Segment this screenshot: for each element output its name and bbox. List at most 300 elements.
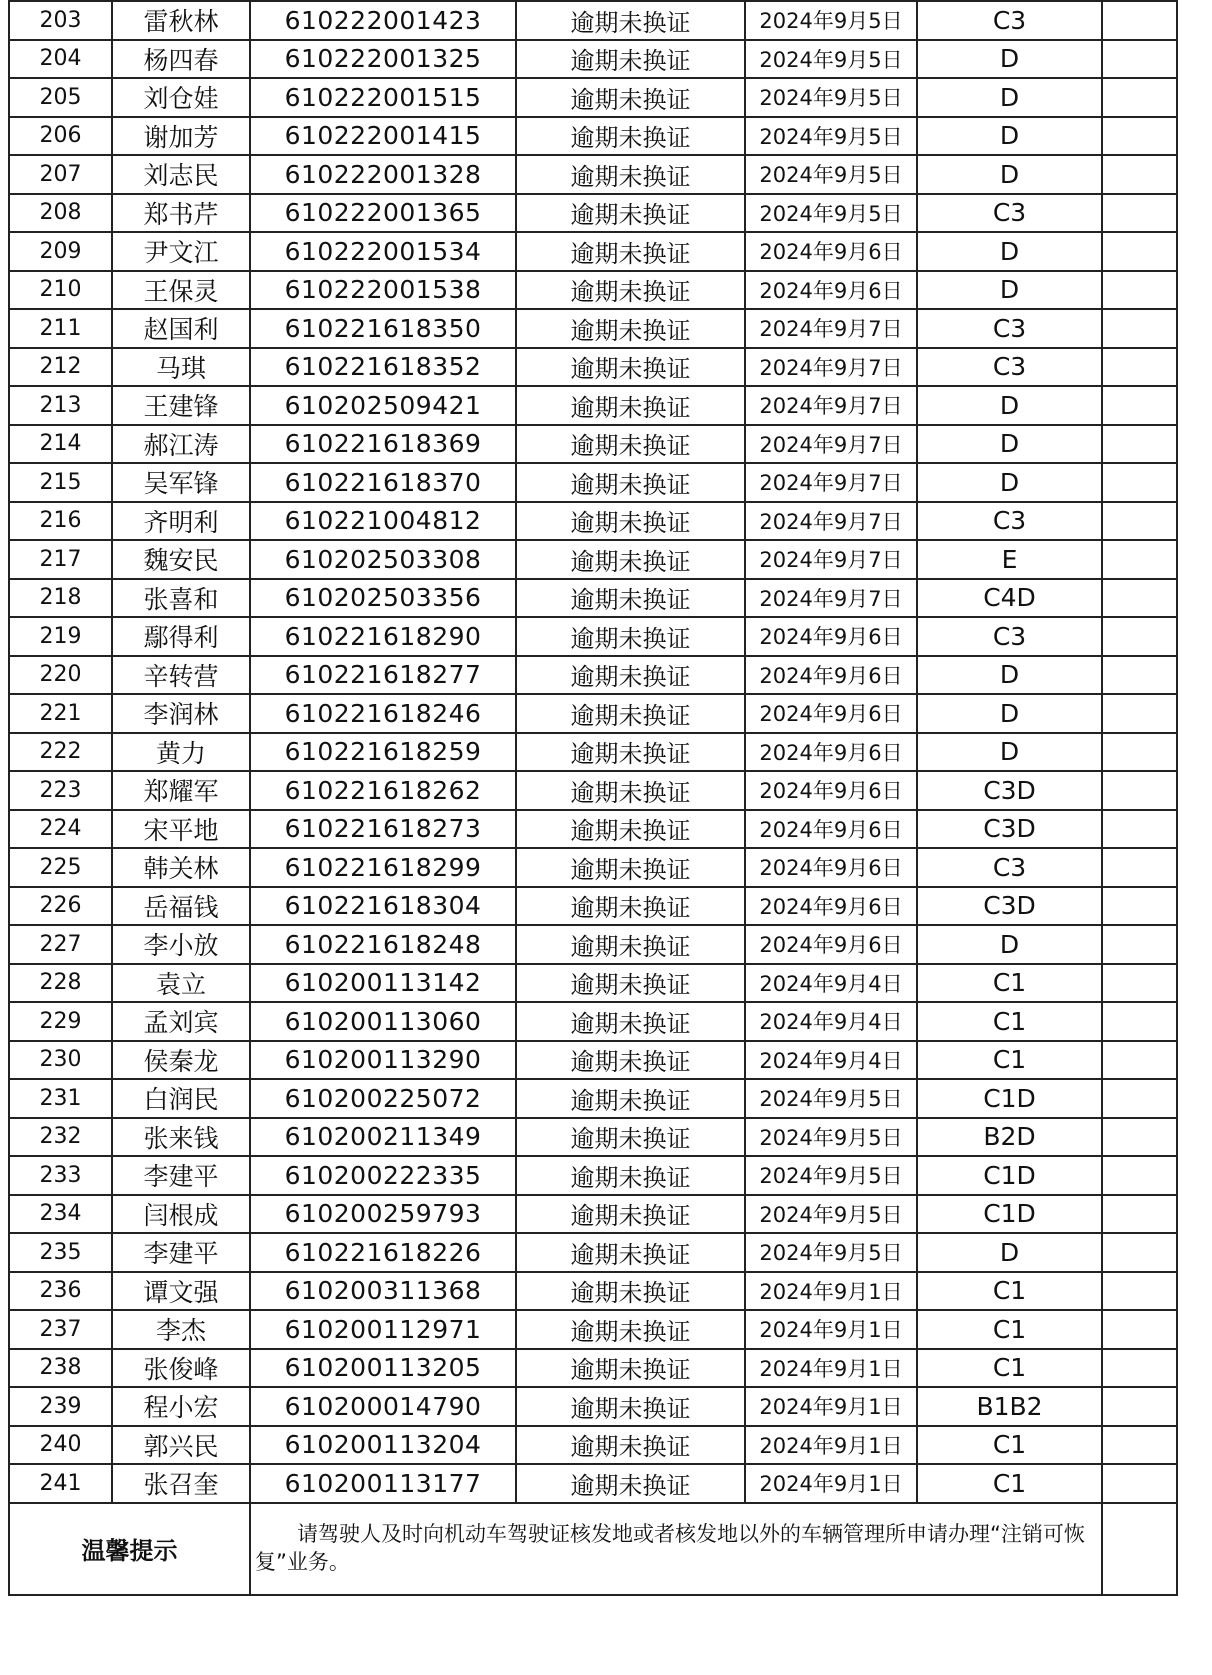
license-class-cell: D — [917, 117, 1102, 156]
row-number-cell: 224 — [9, 810, 112, 849]
license-id-cell: 610221618262 — [250, 771, 516, 810]
table-row — [9, 1349, 1177, 1388]
status-cell: 逾期未换证 — [516, 771, 745, 810]
date-cell: 2024年9月6日 — [745, 733, 917, 772]
table-row — [9, 733, 1177, 772]
date-cell: 2024年9月5日 — [745, 78, 917, 117]
date-cell: 2024年9月6日 — [745, 694, 917, 733]
driver-name-cell: 吴军锋 — [112, 463, 250, 502]
empty-cell — [1102, 925, 1177, 964]
status-cell: 逾期未换证 — [516, 194, 745, 233]
row-number-cell: 214 — [9, 425, 112, 464]
status-cell: 逾期未换证 — [516, 1387, 745, 1426]
empty-cell — [1102, 887, 1177, 926]
empty-cell — [1102, 1272, 1177, 1311]
table-row — [9, 232, 1177, 271]
date-cell: 2024年9月5日 — [745, 117, 917, 156]
date-cell: 2024年9月1日 — [745, 1310, 917, 1349]
table-row — [9, 617, 1177, 656]
license-id-cell: 610221618246 — [250, 694, 516, 733]
empty-cell — [1102, 848, 1177, 887]
table-row — [9, 425, 1177, 464]
license-class-cell: C3 — [917, 502, 1102, 541]
table-row — [9, 1156, 1177, 1195]
table-row — [9, 271, 1177, 310]
license-class-cell: C3D — [917, 771, 1102, 810]
license-class-cell: D — [917, 656, 1102, 695]
license-table-sheet — [8, 0, 1178, 1596]
driver-name-cell: 刘志民 — [112, 155, 250, 194]
license-id-cell: 610221618304 — [250, 887, 516, 926]
date-cell: 2024年9月6日 — [745, 925, 917, 964]
empty-cell — [1102, 810, 1177, 849]
table-row — [9, 1310, 1177, 1349]
empty-cell — [1102, 1387, 1177, 1426]
license-class-cell: D — [917, 232, 1102, 271]
empty-cell — [1102, 694, 1177, 733]
license-class-cell: D — [917, 386, 1102, 425]
row-number-cell: 233 — [9, 1156, 112, 1195]
license-id-cell: 610200222335 — [250, 1156, 516, 1195]
table-row — [9, 540, 1177, 579]
empty-cell — [1102, 1310, 1177, 1349]
driver-name-cell: 张俊峰 — [112, 1349, 250, 1388]
license-id-cell: 610200211349 — [250, 1118, 516, 1157]
license-id-cell: 610222001365 — [250, 194, 516, 233]
license-id-cell: 610221618369 — [250, 425, 516, 464]
driver-name-cell: 韩关林 — [112, 848, 250, 887]
empty-cell — [1102, 656, 1177, 695]
driver-name-cell: 孟刘宾 — [112, 1002, 250, 1041]
table-body — [9, 1, 1177, 1503]
license-class-cell: C3D — [917, 887, 1102, 926]
license-id-cell: 610200311368 — [250, 1272, 516, 1311]
table-row — [9, 194, 1177, 233]
date-cell: 2024年9月6日 — [745, 848, 917, 887]
driver-name-cell: 李建平 — [112, 1233, 250, 1272]
row-number-cell: 217 — [9, 540, 112, 579]
status-cell: 逾期未换证 — [516, 309, 745, 348]
license-table — [8, 0, 1178, 1596]
status-cell: 逾期未换证 — [516, 1464, 745, 1503]
date-cell: 2024年9月6日 — [745, 656, 917, 695]
empty-cell — [1102, 386, 1177, 425]
empty-cell — [1102, 502, 1177, 541]
empty-cell — [1102, 1002, 1177, 1041]
empty-cell — [1102, 271, 1177, 310]
table-row — [9, 810, 1177, 849]
status-cell: 逾期未换证 — [516, 78, 745, 117]
driver-name-cell: 王建锋 — [112, 386, 250, 425]
license-class-cell: C1 — [917, 1464, 1102, 1503]
driver-name-cell: 李润林 — [112, 694, 250, 733]
date-cell: 2024年9月1日 — [745, 1349, 917, 1388]
status-cell: 逾期未换证 — [516, 579, 745, 618]
empty-cell — [1102, 733, 1177, 772]
license-class-cell: C3 — [917, 309, 1102, 348]
row-number-cell: 230 — [9, 1041, 112, 1080]
license-class-cell: C4D — [917, 579, 1102, 618]
driver-name-cell: 雷秋林 — [112, 1, 250, 40]
date-cell: 2024年9月6日 — [745, 810, 917, 849]
table-row — [9, 656, 1177, 695]
driver-name-cell: 袁立 — [112, 964, 250, 1003]
status-cell: 逾期未换证 — [516, 1310, 745, 1349]
driver-name-cell: 谭文强 — [112, 1272, 250, 1311]
license-id-cell: 610221618273 — [250, 810, 516, 849]
empty-cell — [1102, 771, 1177, 810]
license-id-cell: 610221618259 — [250, 733, 516, 772]
license-id-cell: 610200113204 — [250, 1426, 516, 1465]
driver-name-cell: 马琪 — [112, 348, 250, 387]
license-id-cell: 610221618370 — [250, 463, 516, 502]
driver-name-cell: 齐明利 — [112, 502, 250, 541]
date-cell: 2024年9月5日 — [745, 1118, 917, 1157]
empty-cell — [1102, 1, 1177, 40]
row-number-cell: 239 — [9, 1387, 112, 1426]
table-row — [9, 1002, 1177, 1041]
date-cell: 2024年9月7日 — [745, 425, 917, 464]
license-class-cell: C3 — [917, 1, 1102, 40]
row-number-cell: 215 — [9, 463, 112, 502]
row-number-cell: 209 — [9, 232, 112, 271]
date-cell: 2024年9月1日 — [745, 1464, 917, 1503]
row-number-cell: 211 — [9, 309, 112, 348]
row-number-cell: 218 — [9, 579, 112, 618]
driver-name-cell: 王保灵 — [112, 271, 250, 310]
driver-name-cell: 李建平 — [112, 1156, 250, 1195]
driver-name-cell: 张来钱 — [112, 1118, 250, 1157]
license-class-cell: C3 — [917, 348, 1102, 387]
license-class-cell: B1B2 — [917, 1387, 1102, 1426]
license-id-cell: 610221618350 — [250, 309, 516, 348]
row-number-cell: 221 — [9, 694, 112, 733]
driver-name-cell: 郝江涛 — [112, 425, 250, 464]
driver-name-cell: 程小宏 — [112, 1387, 250, 1426]
license-class-cell: D — [917, 155, 1102, 194]
status-cell: 逾期未换证 — [516, 117, 745, 156]
status-cell: 逾期未换证 — [516, 1195, 745, 1234]
status-cell: 逾期未换证 — [516, 925, 745, 964]
date-cell: 2024年9月5日 — [745, 1079, 917, 1118]
license-class-cell: C1 — [917, 1426, 1102, 1465]
row-number-cell: 229 — [9, 1002, 112, 1041]
license-id-cell: 610222001538 — [250, 271, 516, 310]
status-cell: 逾期未换证 — [516, 1233, 745, 1272]
license-class-cell: D — [917, 271, 1102, 310]
status-cell: 逾期未换证 — [516, 1426, 745, 1465]
driver-name-cell: 李杰 — [112, 1310, 250, 1349]
row-number-cell: 212 — [9, 348, 112, 387]
status-cell: 逾期未换证 — [516, 1349, 745, 1388]
notice-row — [9, 1503, 1177, 1595]
license-id-cell: 610221618226 — [250, 1233, 516, 1272]
license-id-cell: 610221618352 — [250, 348, 516, 387]
row-number-cell: 207 — [9, 155, 112, 194]
driver-name-cell: 刘仓娃 — [112, 78, 250, 117]
date-cell: 2024年9月6日 — [745, 617, 917, 656]
license-class-cell: E — [917, 540, 1102, 579]
driver-name-cell: 李小放 — [112, 925, 250, 964]
table-row — [9, 1079, 1177, 1118]
license-id-cell: 610222001423 — [250, 1, 516, 40]
license-class-cell: C1 — [917, 1349, 1102, 1388]
empty-cell — [1102, 1041, 1177, 1080]
license-class-cell: D — [917, 425, 1102, 464]
driver-name-cell: 赵国利 — [112, 309, 250, 348]
date-cell: 2024年9月5日 — [745, 1, 917, 40]
row-number-cell: 236 — [9, 1272, 112, 1311]
driver-name-cell: 白润民 — [112, 1079, 250, 1118]
empty-cell — [1102, 1464, 1177, 1503]
driver-name-cell: 尹文江 — [112, 232, 250, 271]
table-row — [9, 1387, 1177, 1426]
license-id-cell: 610202509421 — [250, 386, 516, 425]
status-cell: 逾期未换证 — [516, 848, 745, 887]
license-class-cell: C1 — [917, 1002, 1102, 1041]
license-id-cell: 610200113060 — [250, 1002, 516, 1041]
row-number-cell: 223 — [9, 771, 112, 810]
table-row — [9, 309, 1177, 348]
license-class-cell: D — [917, 733, 1102, 772]
empty-cell — [1102, 1156, 1177, 1195]
status-cell: 逾期未换证 — [516, 386, 745, 425]
driver-name-cell: 岳福钱 — [112, 887, 250, 926]
license-class-cell: D — [917, 1233, 1102, 1272]
row-number-cell: 210 — [9, 271, 112, 310]
empty-cell — [1102, 579, 1177, 618]
row-number-cell: 228 — [9, 964, 112, 1003]
driver-name-cell: 郑书芹 — [112, 194, 250, 233]
driver-name-cell: 张召奎 — [112, 1464, 250, 1503]
date-cell: 2024年9月5日 — [745, 1233, 917, 1272]
row-number-cell: 232 — [9, 1118, 112, 1157]
row-number-cell: 234 — [9, 1195, 112, 1234]
license-id-cell: 610222001325 — [250, 40, 516, 79]
notice-empty-cell — [1102, 1503, 1177, 1595]
license-id-cell: 610222001534 — [250, 232, 516, 271]
row-number-cell: 220 — [9, 656, 112, 695]
license-class-cell: C1 — [917, 1310, 1102, 1349]
empty-cell — [1102, 1118, 1177, 1157]
driver-name-cell: 鄢得利 — [112, 617, 250, 656]
row-number-cell: 216 — [9, 502, 112, 541]
status-cell: 逾期未换证 — [516, 1041, 745, 1080]
date-cell: 2024年9月1日 — [745, 1426, 917, 1465]
empty-cell — [1102, 1079, 1177, 1118]
driver-name-cell: 黄力 — [112, 733, 250, 772]
driver-name-cell: 辛转营 — [112, 656, 250, 695]
table-row — [9, 1233, 1177, 1272]
date-cell: 2024年9月7日 — [745, 502, 917, 541]
status-cell: 逾期未换证 — [516, 40, 745, 79]
date-cell: 2024年9月1日 — [745, 1387, 917, 1426]
row-number-cell: 235 — [9, 1233, 112, 1272]
driver-name-cell: 张喜和 — [112, 579, 250, 618]
license-class-cell: C1D — [917, 1079, 1102, 1118]
table-row — [9, 1195, 1177, 1234]
date-cell: 2024年9月6日 — [745, 771, 917, 810]
empty-cell — [1102, 232, 1177, 271]
row-number-cell: 222 — [9, 733, 112, 772]
table-row — [9, 386, 1177, 425]
date-cell: 2024年9月7日 — [745, 309, 917, 348]
license-id-cell: 610200112971 — [250, 1310, 516, 1349]
notice-title: 温馨提示 — [9, 1503, 250, 1595]
status-cell: 逾期未换证 — [516, 1002, 745, 1041]
license-class-cell: C3 — [917, 194, 1102, 233]
license-id-cell: 610221618248 — [250, 925, 516, 964]
date-cell: 2024年9月5日 — [745, 155, 917, 194]
row-number-cell: 205 — [9, 78, 112, 117]
date-cell: 2024年9月4日 — [745, 964, 917, 1003]
empty-cell — [1102, 194, 1177, 233]
empty-cell — [1102, 540, 1177, 579]
status-cell: 逾期未换证 — [516, 348, 745, 387]
empty-cell — [1102, 425, 1177, 464]
license-id-cell: 610200113177 — [250, 1464, 516, 1503]
license-id-cell: 610200014790 — [250, 1387, 516, 1426]
license-class-cell: C1D — [917, 1156, 1102, 1195]
empty-cell — [1102, 155, 1177, 194]
license-id-cell: 610200259793 — [250, 1195, 516, 1234]
license-id-cell: 610221004812 — [250, 502, 516, 541]
license-id-cell: 610200113290 — [250, 1041, 516, 1080]
table-row — [9, 1426, 1177, 1465]
driver-name-cell: 杨四春 — [112, 40, 250, 79]
status-cell: 逾期未换证 — [516, 271, 745, 310]
date-cell: 2024年9月7日 — [745, 540, 917, 579]
status-cell: 逾期未换证 — [516, 656, 745, 695]
table-row — [9, 40, 1177, 79]
row-number-cell: 238 — [9, 1349, 112, 1388]
table-row — [9, 1041, 1177, 1080]
date-cell: 2024年9月4日 — [745, 1002, 917, 1041]
date-cell: 2024年9月7日 — [745, 579, 917, 618]
table-row — [9, 78, 1177, 117]
license-class-cell: D — [917, 463, 1102, 502]
license-id-cell: 610222001328 — [250, 155, 516, 194]
table-row — [9, 694, 1177, 733]
row-number-cell: 219 — [9, 617, 112, 656]
date-cell: 2024年9月1日 — [745, 1272, 917, 1311]
status-cell: 逾期未换证 — [516, 694, 745, 733]
license-id-cell: 610222001415 — [250, 117, 516, 156]
date-cell: 2024年9月4日 — [745, 1041, 917, 1080]
empty-cell — [1102, 1426, 1177, 1465]
table-row — [9, 155, 1177, 194]
license-class-cell: D — [917, 78, 1102, 117]
date-cell: 2024年9月7日 — [745, 386, 917, 425]
driver-name-cell: 闫根成 — [112, 1195, 250, 1234]
license-id-cell: 610222001515 — [250, 78, 516, 117]
license-class-cell: C1 — [917, 1272, 1102, 1311]
empty-cell — [1102, 617, 1177, 656]
empty-cell — [1102, 348, 1177, 387]
empty-cell — [1102, 964, 1177, 1003]
status-cell: 逾期未换证 — [516, 463, 745, 502]
table-row — [9, 117, 1177, 156]
date-cell: 2024年9月7日 — [745, 348, 917, 387]
row-number-cell: 225 — [9, 848, 112, 887]
status-cell: 逾期未换证 — [516, 1156, 745, 1195]
license-id-cell: 610221618299 — [250, 848, 516, 887]
empty-cell — [1102, 117, 1177, 156]
date-cell: 2024年9月5日 — [745, 1195, 917, 1234]
driver-name-cell: 魏安民 — [112, 540, 250, 579]
date-cell: 2024年9月6日 — [745, 887, 917, 926]
table-row — [9, 925, 1177, 964]
empty-cell — [1102, 309, 1177, 348]
table-row — [9, 1, 1177, 40]
empty-cell — [1102, 40, 1177, 79]
row-number-cell: 231 — [9, 1079, 112, 1118]
status-cell: 逾期未换证 — [516, 502, 745, 541]
status-cell: 逾期未换证 — [516, 540, 745, 579]
empty-cell — [1102, 1233, 1177, 1272]
date-cell: 2024年9月5日 — [745, 194, 917, 233]
row-number-cell: 213 — [9, 386, 112, 425]
license-id-cell: 610221618277 — [250, 656, 516, 695]
row-number-cell: 204 — [9, 40, 112, 79]
date-cell: 2024年9月5日 — [745, 1156, 917, 1195]
status-cell: 逾期未换证 — [516, 1272, 745, 1311]
license-id-cell: 610200113142 — [250, 964, 516, 1003]
empty-cell — [1102, 1195, 1177, 1234]
table-row — [9, 964, 1177, 1003]
license-class-cell: B2D — [917, 1118, 1102, 1157]
table-row — [9, 887, 1177, 926]
table-row — [9, 1272, 1177, 1311]
license-id-cell: 610202503356 — [250, 579, 516, 618]
driver-name-cell: 侯秦龙 — [112, 1041, 250, 1080]
row-number-cell: 208 — [9, 194, 112, 233]
status-cell: 逾期未换证 — [516, 617, 745, 656]
license-id-cell: 610200225072 — [250, 1079, 516, 1118]
license-id-cell: 610202503308 — [250, 540, 516, 579]
status-cell: 逾期未换证 — [516, 155, 745, 194]
date-cell: 2024年9月6日 — [745, 232, 917, 271]
date-cell: 2024年9月6日 — [745, 271, 917, 310]
date-cell: 2024年9月5日 — [745, 40, 917, 79]
table-row — [9, 771, 1177, 810]
row-number-cell: 241 — [9, 1464, 112, 1503]
empty-cell — [1102, 463, 1177, 502]
table-row — [9, 848, 1177, 887]
license-class-cell: C3D — [917, 810, 1102, 849]
license-class-cell: C1 — [917, 1041, 1102, 1080]
row-number-cell: 206 — [9, 117, 112, 156]
driver-name-cell: 宋平地 — [112, 810, 250, 849]
license-class-cell: D — [917, 925, 1102, 964]
empty-cell — [1102, 78, 1177, 117]
driver-name-cell: 郑耀军 — [112, 771, 250, 810]
driver-name-cell: 郭兴民 — [112, 1426, 250, 1465]
table-row — [9, 348, 1177, 387]
status-cell: 逾期未换证 — [516, 1, 745, 40]
license-class-cell: C1D — [917, 1195, 1102, 1234]
table-row — [9, 1118, 1177, 1157]
license-id-cell: 610221618290 — [250, 617, 516, 656]
row-number-cell: 227 — [9, 925, 112, 964]
status-cell: 逾期未换证 — [516, 232, 745, 271]
table-row — [9, 579, 1177, 618]
row-number-cell: 226 — [9, 887, 112, 926]
table-row — [9, 1464, 1177, 1503]
table-row — [9, 463, 1177, 502]
status-cell: 逾期未换证 — [516, 810, 745, 849]
date-cell: 2024年9月7日 — [745, 463, 917, 502]
